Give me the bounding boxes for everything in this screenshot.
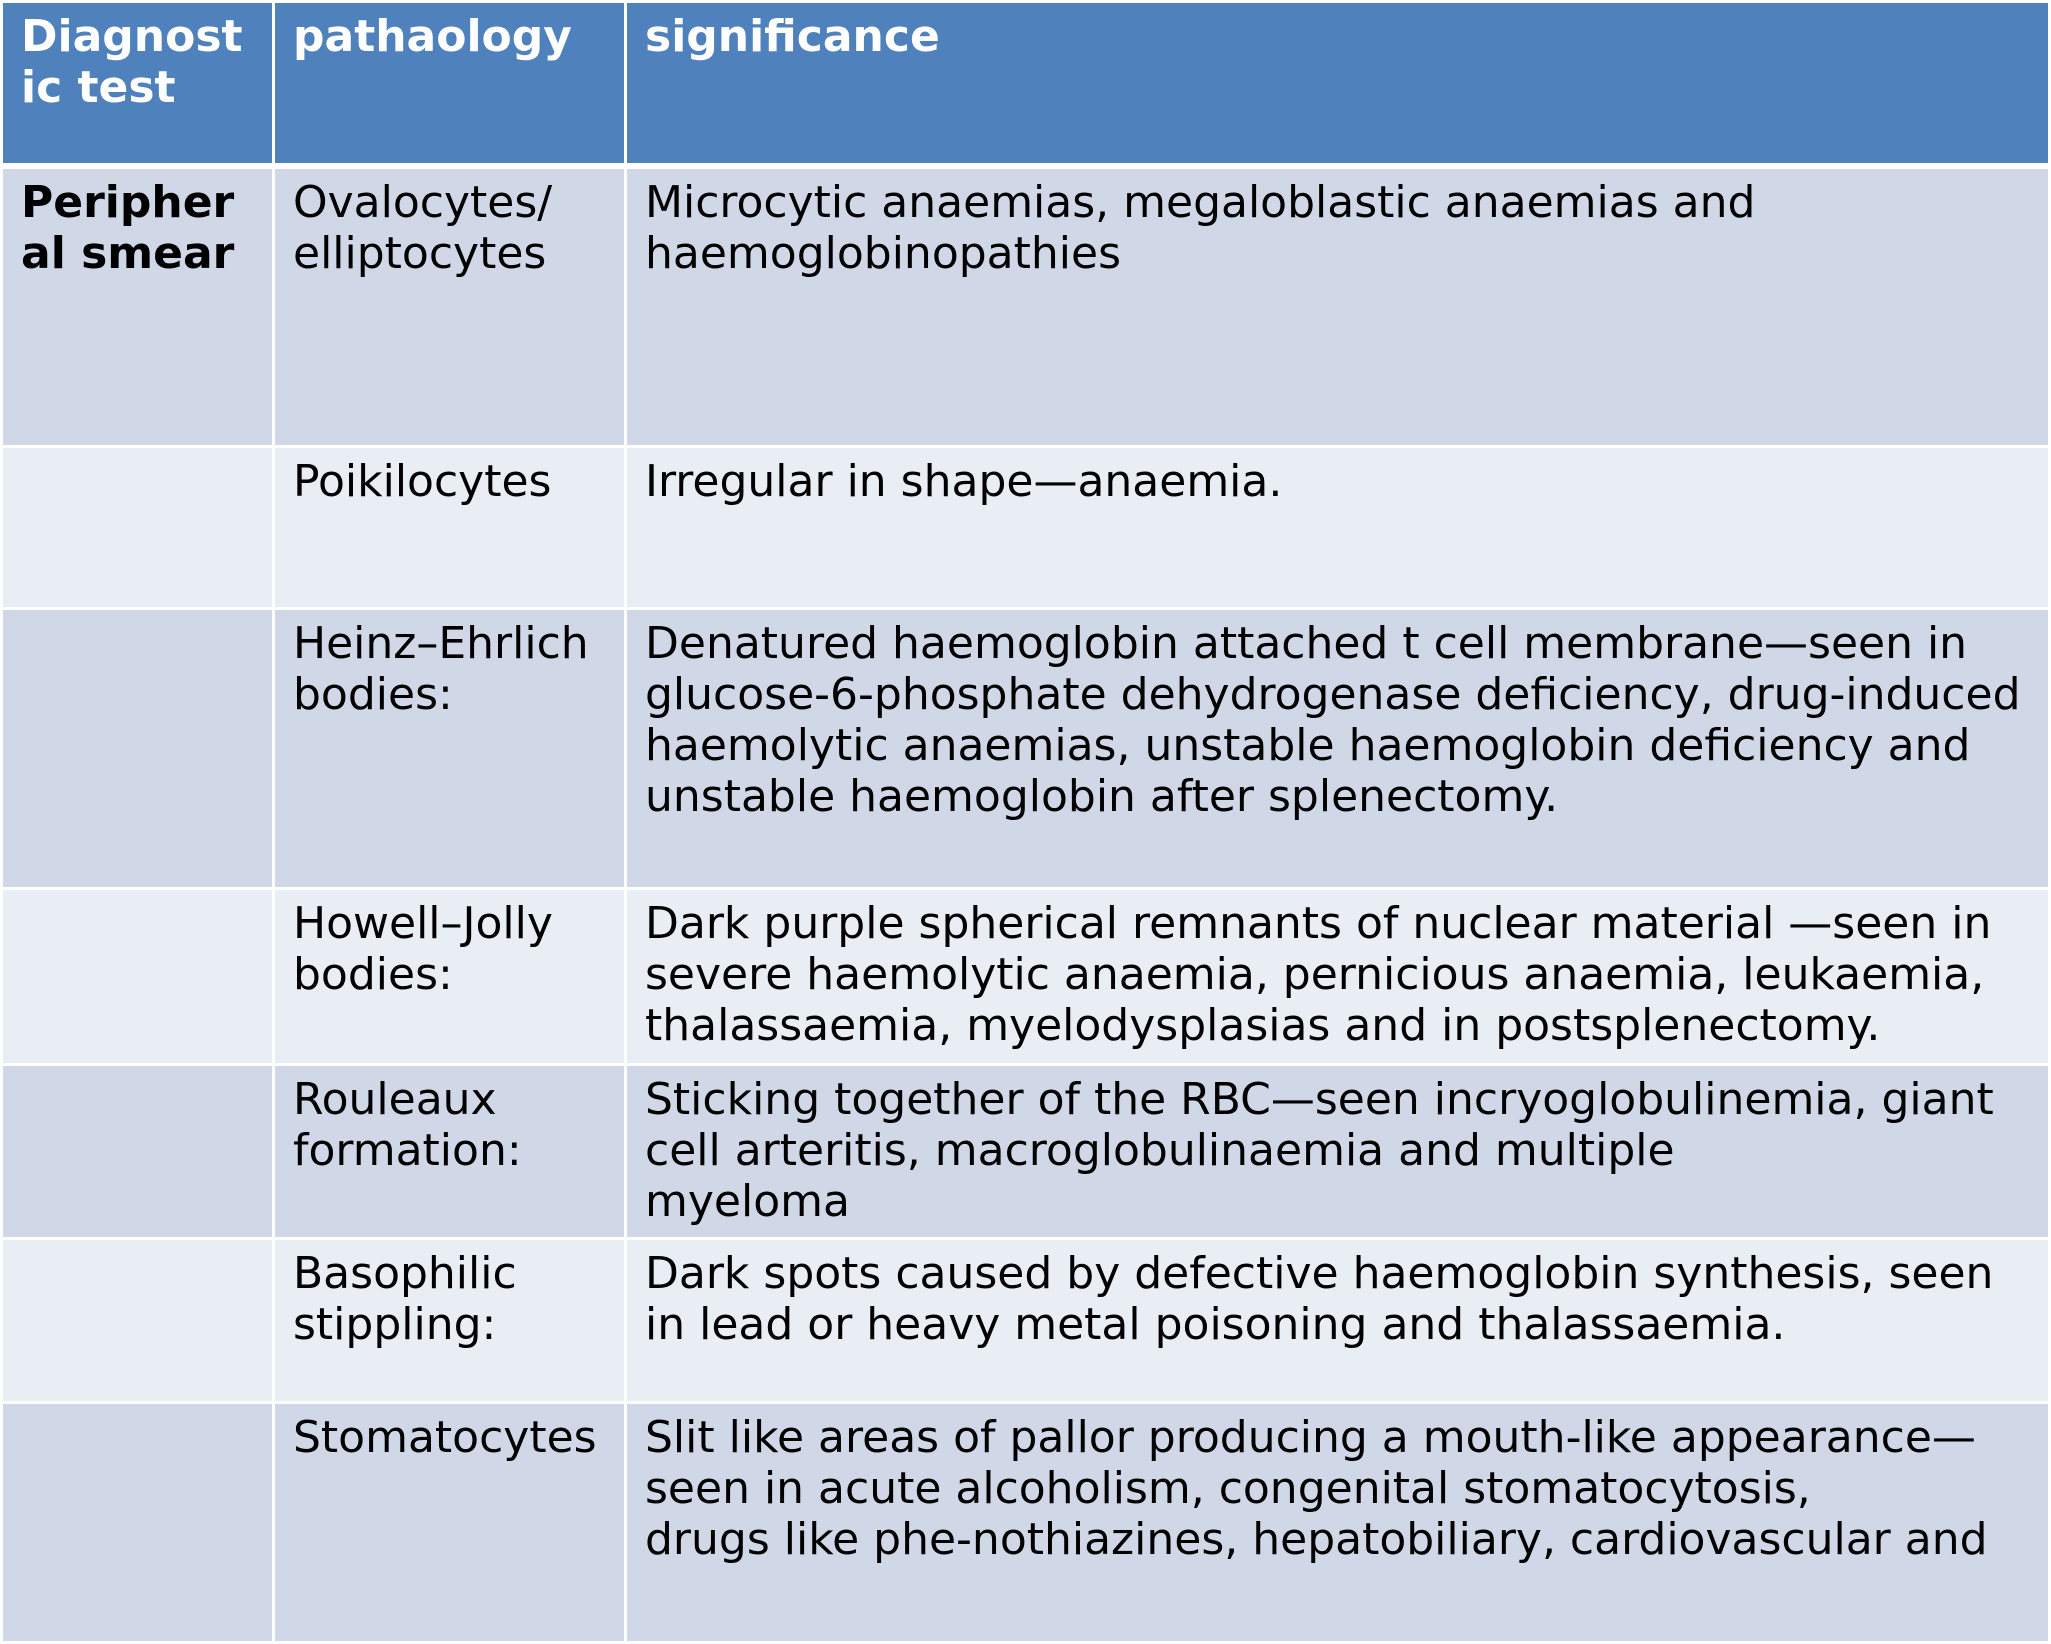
test-cell bbox=[2, 446, 274, 608]
significance-text: Sticking together of the RBC—seen incryoglobulinemia, giant cell arteritis, macroglobulinaemia and multiple bbox=[645, 1073, 1994, 1176]
table-row bbox=[2, 446, 2050, 608]
pathology-cell: Basophilic stippling: bbox=[274, 1238, 626, 1402]
significance-cell bbox=[626, 1238, 2050, 1402]
significance-text: Denatured haemoglobin attached t cell membrane—seen in glucose-6-phosphate dehydrogenase deficiency, drug-induced haemolytic anaemias, unstable haemoglobin deficiency and unstable haemoglobin after splenectomy. bbox=[645, 617, 2021, 822]
table-row bbox=[2, 166, 2050, 446]
significance-text: Dark spots caused by defective haemoglobin synthesis, seen in lead or heavy metal poisoning and thalassaemia. bbox=[645, 1247, 1994, 1350]
table-row bbox=[2, 608, 2050, 888]
test-cell bbox=[2, 1238, 274, 1402]
pathology-cell: Rouleaux formation: bbox=[274, 1064, 626, 1238]
significance-text: drugs like phe-nothiazines, hepatobiliary, cardiovascular and bbox=[645, 1513, 1988, 1565]
pathology-cell: Heinz–Ehrlich bodies: bbox=[274, 608, 626, 888]
header-pathology: pathaology bbox=[274, 2, 626, 167]
significance-text: Irregular in shape—anaemia. bbox=[645, 455, 1283, 507]
test-cell bbox=[2, 608, 274, 888]
significance-cell bbox=[626, 608, 2050, 888]
header-significance: significance bbox=[626, 2, 2050, 167]
pathology-cell: Howell–Jolly bodies: bbox=[274, 888, 626, 1064]
table-row bbox=[2, 1238, 2050, 1402]
significance-text: Microcytic anaemias, megaloblastic anaemias and haemoglobinopathies bbox=[645, 177, 1756, 279]
header-diagnostic-test: Diagnostic test bbox=[2, 2, 274, 167]
pathology-cell: Stomatocytes bbox=[274, 1402, 626, 1642]
significance-cell bbox=[626, 888, 2050, 1064]
significance-cell bbox=[626, 1064, 2050, 1238]
significance-text: Dark purple spherical remnants of nuclear material —seen in severe haemolytic anaemia, pernicious anaemia, leukaemia, thalassaemia, myelodysplasias and in postsplenectomy. bbox=[645, 897, 1992, 1051]
table-header-row bbox=[2, 2, 2050, 167]
significance-cell bbox=[626, 1402, 2050, 1642]
significance-text: myeloma bbox=[645, 1175, 850, 1227]
test-cell: Peripheral smear bbox=[2, 166, 274, 446]
table-row bbox=[2, 888, 2050, 1064]
test-cell bbox=[2, 1064, 274, 1238]
pathology-cell: Ovalocytes/ elliptocytes bbox=[274, 166, 626, 446]
table-row bbox=[2, 1064, 2050, 1238]
test-cell bbox=[2, 1402, 274, 1642]
significance-text: Slit like areas of pallor producing a mouth-like appearance—seen in acute alcoholism, congenital stomatocytosis, bbox=[645, 1411, 1976, 1514]
significance-cell bbox=[626, 446, 2050, 608]
significance-cell bbox=[626, 166, 2050, 446]
table-row bbox=[2, 1402, 2050, 1642]
pathology-cell: Poikilocytes bbox=[274, 446, 626, 608]
test-cell bbox=[2, 888, 274, 1064]
